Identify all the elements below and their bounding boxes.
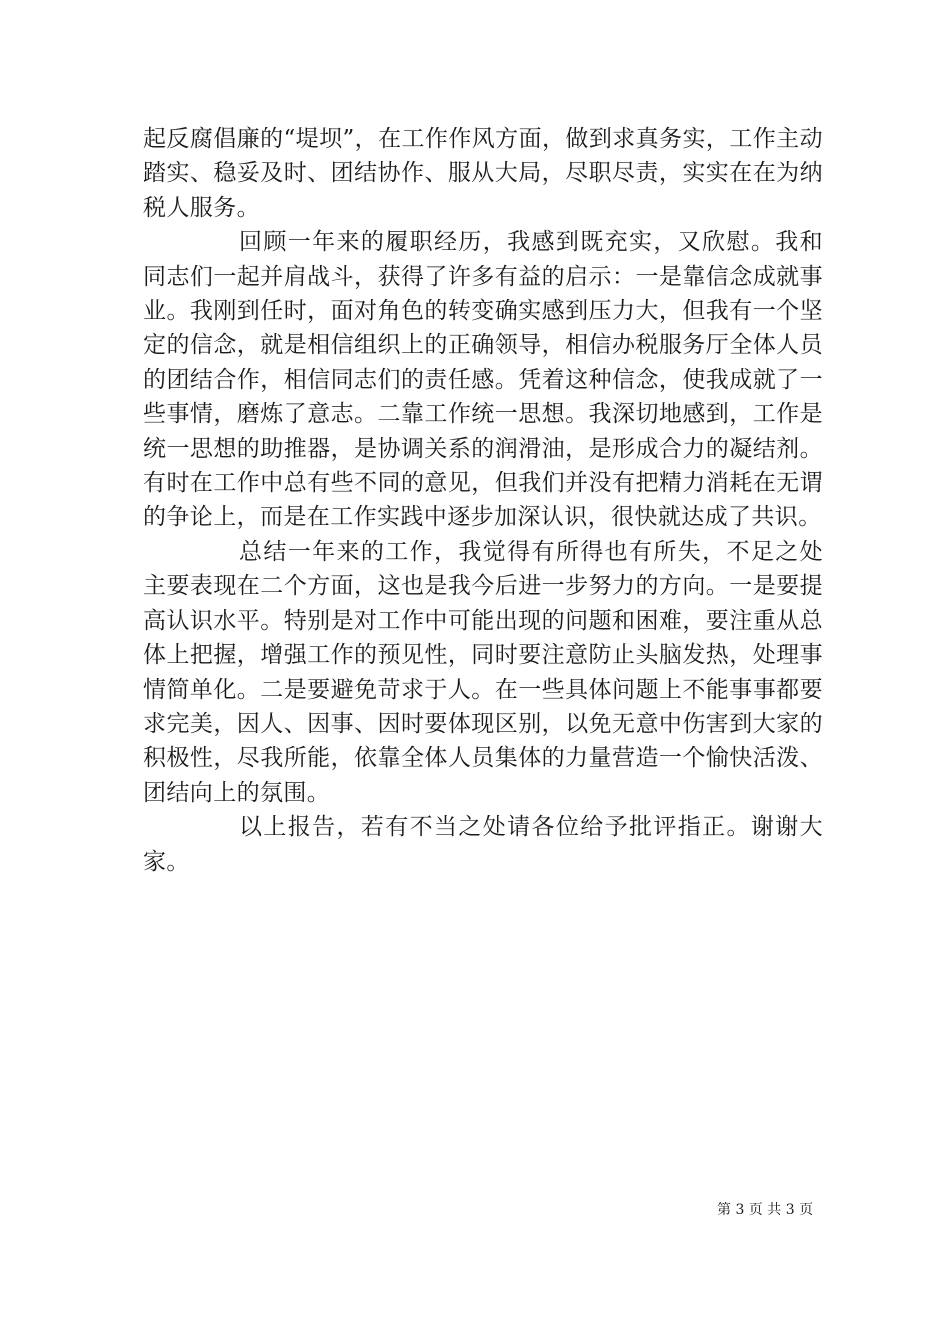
document-body [143,122,823,879]
paragraph: 回顾一年来的履职经历，我感到既充实，又欣慰。我和同志们一起并肩战斗，获得了许多有益的启示：一是靠信念成就事业。我刚到任时，面对角色的转变确实感到压力大，但我有一个坚定的信念，就是相信组织上的正确领导，相信办税服务厅全体人员的团结合作，相信同志们的责任感。凭着这种信念，使我成就了一些事情，磨炼了意志。二靠工作统一思想。我深切地感到，工作是统一思想的助推器，是协调关系的润滑油，是形成合力的凝结剂。有时在工作中总有些不同的意见，但我们并没有把精力消耗在无谓的争论上，而是在工作实践中逐步加深认识，很快就达成了共识。 [143,229,823,531]
paragraph: 以上报告，若有不当之处请各位给予批评指正。谢谢大家。 [143,814,823,875]
paragraph: 总结一年来的工作，我觉得有所得也有所失，不足之处主要表现在二个方面，这也是我今后进一步努力的方向。一是要提高认识水平。特别是对工作中可能出现的问题和困难，要注重从总体上把握，增强工作的预见性，同时要注意防止头脑发热，处理事情简单化。二是要避免苛求于人。在一些具体问题上不能事事都要求完美，因人、因事、因时要体现区别，以免无意中伤害到大家的积极性，尽我所能，依靠全体人员集体的力量营造一个愉快活泼、团结向上的氛围。 [143,538,823,806]
paragraph: 起反腐倡廉的“堤坝”，在工作作风方面，做到求真务实，工作主动踏实、稳妥及时、团结协作、服从大局，尽职尽责，实实在在为纳税人服务。 [143,126,823,221]
page-number-footer: 第 3 页 共 3 页 [717,1202,814,1218]
